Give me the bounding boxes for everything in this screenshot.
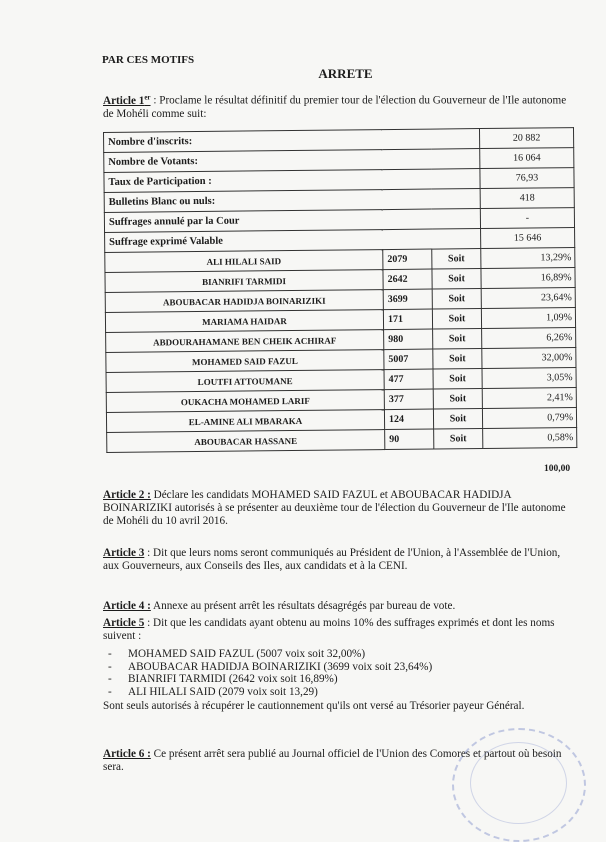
official-stamp-inner-ring bbox=[470, 742, 567, 824]
article-1-label: Article 1er bbox=[103, 93, 151, 107]
candidate-votes: 171 bbox=[383, 309, 432, 330]
total-percent: 100,00 bbox=[544, 464, 571, 474]
candidate-votes: 980 bbox=[384, 329, 433, 350]
candidate-name: ABOUBACAR HADIDJA BOINARIZIKI bbox=[105, 290, 383, 313]
candidate-votes: 2642 bbox=[383, 269, 432, 290]
article-5-closing: Sont seuls autorisés à récupérer le cautionnement qu'ils ont versé au Trésorier payeur Général. bbox=[103, 700, 525, 712]
candidate-percent: 23,64% bbox=[481, 288, 575, 309]
summary-label: Suffrage exprimé Valable bbox=[105, 229, 481, 253]
article-4-label: Article 4 : bbox=[103, 600, 151, 612]
candidate-percent: 13,29% bbox=[481, 248, 575, 269]
motifs-heading: PAR CES MOTIFS bbox=[102, 54, 195, 66]
article-3-label: Article 3 bbox=[103, 547, 145, 559]
summary-value: 20 882 bbox=[479, 128, 573, 149]
summary-value: 15 646 bbox=[481, 228, 575, 249]
list-item: - MOHAMED SAID FAZUL (5007 voix soit 32,00%) bbox=[128, 648, 573, 661]
soit-label: Soit bbox=[433, 409, 482, 430]
list-item: - BIANRIFI TARMIDI (2642 voix soit 16,89%) bbox=[128, 673, 573, 686]
article-4-text: Annexe au présent arrêt les résultats désagrégés par bureau de vote. bbox=[150, 600, 456, 612]
candidate-percent: 0,58% bbox=[483, 428, 577, 449]
soit-label: Soit bbox=[433, 329, 482, 350]
arrete-title: ARRETE bbox=[318, 66, 373, 81]
article-6-text: Ce présent arrêt sera publié au Journal officiel de l'Union des Comores et partout où besoin sera. bbox=[103, 748, 562, 773]
list-item: - ALI HILALI SAID (2079 voix soit 13,29) bbox=[128, 686, 573, 699]
summary-value: 16 064 bbox=[480, 148, 574, 169]
soit-label: Soit bbox=[432, 289, 481, 310]
soit-label: Soit bbox=[432, 309, 481, 330]
candidate-votes: 124 bbox=[384, 409, 433, 430]
article-2-text: Déclare les candidats MOHAMED SAID FAZUL et ABOUBACAR HADIDJA BOINARIZIKI autorisés à se présenter au deuxième tour de l'élection du Gouverneur de l'Ile autonome de Mohéli du 10 avril 2016. bbox=[103, 489, 566, 527]
candidate-name: ABOUBACAR HASSANE bbox=[107, 430, 385, 453]
candidate-votes: 377 bbox=[384, 389, 433, 410]
candidate-name: MARIAMA HAIDAR bbox=[105, 310, 383, 333]
summary-label: Taux de Participation : bbox=[104, 169, 480, 193]
article-5-label: Article 5 bbox=[103, 617, 145, 629]
summary-label: Suffrages annulé par la Cour bbox=[104, 209, 480, 233]
candidate-name: OUKACHA MOHAMED LARIF bbox=[106, 390, 384, 413]
soit-label: Soit bbox=[433, 349, 482, 370]
table-row bbox=[107, 428, 577, 453]
candidate-votes: 477 bbox=[384, 369, 433, 390]
candidate-percent: 32,00% bbox=[482, 348, 576, 369]
summary-value: 76,93 bbox=[480, 168, 574, 189]
soit-label: Soit bbox=[432, 269, 481, 290]
results-table bbox=[103, 127, 577, 453]
candidate-percent: 3,05% bbox=[482, 368, 576, 389]
candidate-percent: 6,26% bbox=[482, 328, 576, 349]
candidate-votes: 90 bbox=[385, 429, 434, 450]
soit-label: Soit bbox=[432, 249, 481, 270]
article-2 bbox=[103, 489, 573, 528]
summary-label: Nombre de Votants: bbox=[104, 149, 480, 173]
article-6-label: Article 6 : bbox=[103, 748, 151, 760]
article-2-label: Article 2 : bbox=[103, 489, 151, 501]
summary-value: 418 bbox=[480, 188, 574, 209]
article-1-text: : Proclame le résultat définitif du premier tour de l'élection du Gouverneur de l'Ile autonome de Mohéli comme suit: bbox=[103, 94, 567, 120]
list-item: - ABOUBACAR HADIDJA BOINARIZIKI (3699 voix soit 23,64%) bbox=[128, 661, 573, 674]
soit-label: Soit bbox=[433, 389, 482, 410]
article-1 bbox=[103, 91, 573, 121]
soit-label: Soit bbox=[434, 429, 483, 450]
candidate-percent: 16,89% bbox=[481, 268, 575, 289]
summary-label: Nombre d'inscrits: bbox=[104, 129, 480, 153]
article-5 bbox=[103, 617, 573, 713]
candidate-name: ABDOURAHAMANE BEN CHEIK ACHIRAF bbox=[106, 330, 384, 353]
candidate-name: EL-AMINE ALI MBARAKA bbox=[106, 410, 384, 433]
candidate-name: ALI HILALI SAID bbox=[105, 250, 383, 273]
candidate-votes: 3699 bbox=[383, 289, 432, 310]
candidate-votes: 5007 bbox=[384, 349, 433, 370]
summary-label: Bulletins Blanc ou nuls: bbox=[104, 189, 480, 213]
summary-value: - bbox=[480, 208, 574, 229]
candidate-name: MOHAMED SAID FAZUL bbox=[106, 350, 384, 373]
candidate-name: LOUTFI ATTOUMANE bbox=[106, 370, 384, 393]
candidate-percent: 1,09% bbox=[481, 308, 575, 329]
candidate-votes: 2079 bbox=[383, 249, 432, 270]
article-3 bbox=[103, 547, 573, 573]
candidate-percent: 0,79% bbox=[482, 408, 576, 429]
candidate-name: BIANRIFI TARMIDI bbox=[105, 270, 383, 293]
candidate-percent: 2,41% bbox=[482, 388, 576, 409]
soit-label: Soit bbox=[433, 369, 482, 390]
article-4 bbox=[103, 600, 573, 613]
qualified-candidates-list bbox=[103, 648, 573, 698]
article-5-text: : Dit que les candidats ayant obtenu au moins 10% des suffrages exprimés et dont les noms suivent : bbox=[103, 617, 555, 642]
article-3-text: : Dit que leurs noms seront communiqués au Président de l'Union, à l'Assemblée de l'Union, aux Gouverneurs, aux Conseils des Iles, aux candidats et à la CENI. bbox=[103, 547, 561, 572]
